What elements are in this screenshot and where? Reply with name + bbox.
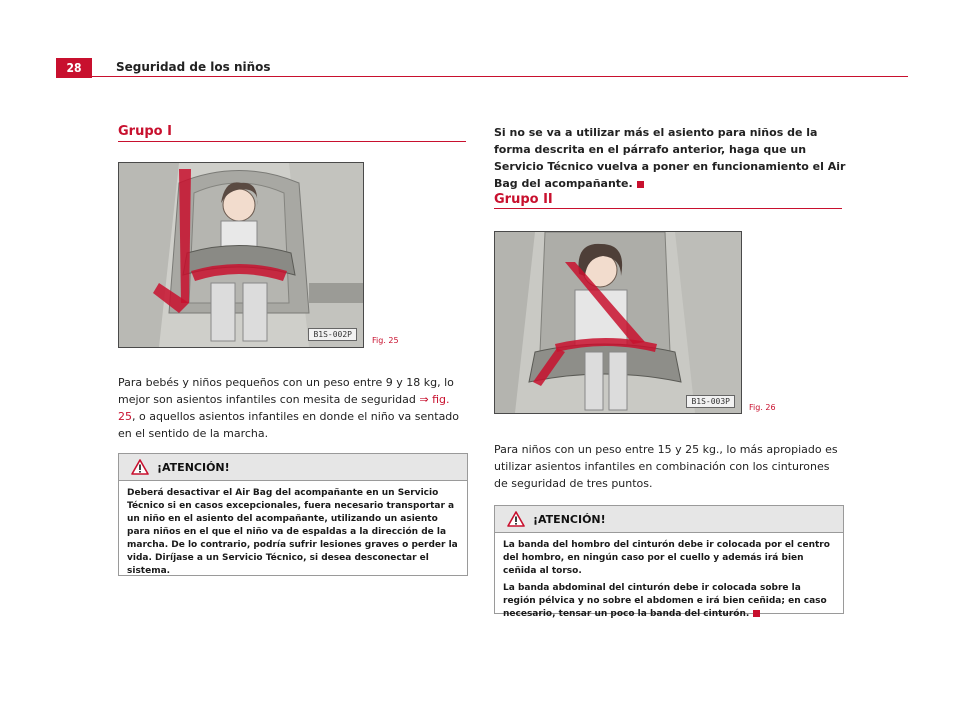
warning-paragraph: Deberá desactivar el Air Bag del acompañante en un Servicio Técnico si en casos excepcionales, fuera necesario transportar a un niño en el asiento del acompañante, utilizando un asiento para niños en el que el niño va de espaldas a la dirección de la marcha. De lo contrario, podría sufrir lesiones graves o perder la vida. Diríjase a un Servicio Técnico, si desea desconectar el sistema.	[127, 488, 458, 576]
figure-25-caption: Fig. 25	[372, 336, 399, 345]
end-of-section-marker	[637, 181, 644, 188]
warning-box-left	[118, 453, 468, 576]
figure-25-ref-link[interactable]: fig. 25	[118, 393, 450, 423]
airbag-reactivation-text: Si no se va a utilizar más el asiento para niños de la forma descrita en el párrafo anterior, haga que un Servicio Técnico vuelva a poner en funcionamiento el Air Bag del acompañante.	[494, 126, 846, 190]
warning-title-left: ¡ATENCIÓN!	[157, 460, 230, 474]
warning-body-left	[119, 481, 467, 588]
section-rule-grupo-1	[118, 141, 466, 142]
grupo-1-paragraph	[118, 374, 468, 442]
page-number: 28	[56, 58, 92, 78]
warning-body-right	[495, 533, 843, 631]
warning-triangle-icon	[131, 459, 149, 475]
header-rule	[92, 76, 908, 77]
section-title-grupo-2: Grupo II	[494, 192, 553, 207]
booster-seat-illustration	[495, 232, 741, 413]
warning-paragraph: La banda del hombro del cinturón debe ir colocada por el centro del hombro, en ningún caso por el cuello y además irá bien ceñida al torso.	[503, 540, 830, 576]
warning-title-right: ¡ATENCIÓN!	[533, 512, 606, 526]
header-title: Seguridad de los niños	[116, 60, 271, 74]
child-seat-illustration	[119, 163, 363, 347]
figure-25-code: B1S-002P	[308, 328, 357, 341]
warning-triangle-icon	[507, 511, 525, 527]
warning-header-left	[119, 454, 467, 481]
figure-26-caption: Fig. 26	[749, 403, 776, 412]
figure-26-code: B1S-003P	[686, 395, 735, 408]
end-of-section-marker	[753, 610, 760, 617]
grupo-1-paragraph-text-after: , o aquellos asientos infantiles en donde el niño va sentado en el sentido de la marcha.	[118, 410, 460, 440]
grupo-2-paragraph: Para niños con un peso entre 15 y 25 kg., lo más apropiado es utilizar asientos infantiles en combinación con los cinturones de seguridad de tres puntos.	[494, 443, 838, 490]
section-title-grupo-1: Grupo I	[118, 124, 172, 139]
figure-25-child-seat-with-tray	[118, 162, 364, 348]
figure-26-booster-seat	[494, 231, 742, 414]
section-rule-grupo-2	[494, 208, 842, 209]
warning-paragraph-text: La banda abdominal del cinturón debe ir colocada sobre la región pélvica y no sobre el abdomen e irá bien ceñida; en caso necesario, tensar un poco la banda del cinturón.	[503, 583, 827, 619]
grupo-1-paragraph-text-before: Para bebés y niños pequeños con un peso entre 9 y 18 kg, lo mejor son asientos infantiles con mesita de seguridad	[118, 376, 454, 406]
warning-paragraph	[503, 582, 835, 621]
airbag-reactivation-note	[494, 124, 846, 192]
figure-25-ref-arrow: ⇒	[419, 393, 429, 406]
warning-box-right	[494, 505, 844, 619]
warning-header-right	[495, 506, 843, 533]
